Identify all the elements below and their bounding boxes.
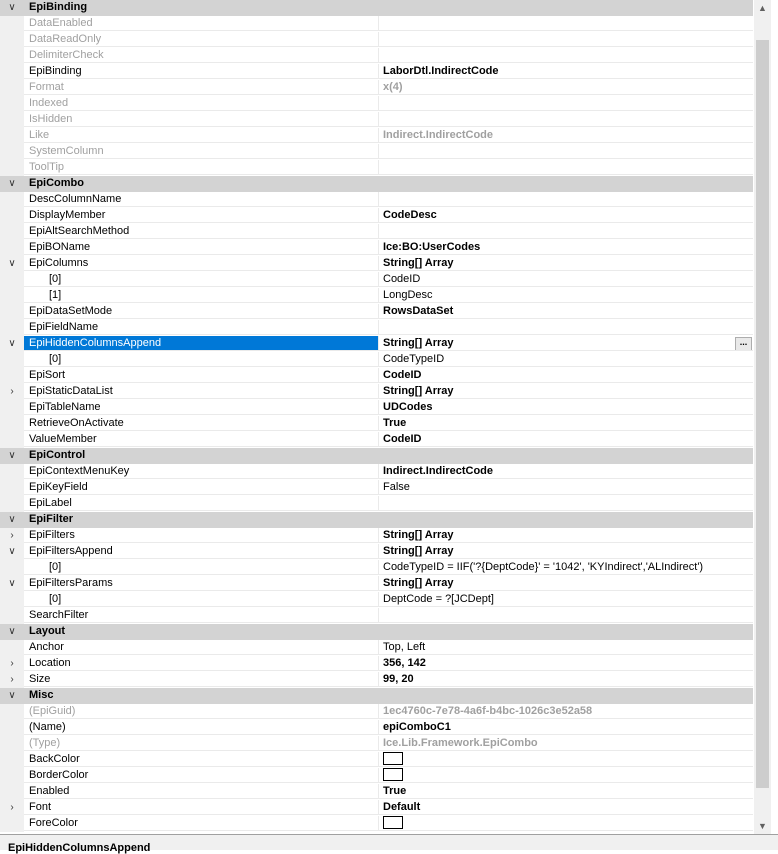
property-value[interactable]: 99, 20 [378, 672, 753, 687]
property-value[interactable]: Top, Left [378, 640, 753, 655]
chevron-right-icon[interactable]: › [10, 674, 14, 685]
chevron-right-icon[interactable]: › [10, 530, 14, 541]
property-value-text: String[] Array [383, 337, 454, 349]
property-row-name[interactable] [0, 720, 753, 736]
property-name: EpiBinding [24, 64, 378, 79]
scroll-down-arrow-icon[interactable]: ▼ [758, 821, 767, 831]
property-name: EpiBOName [24, 240, 378, 255]
chevron-down-icon[interactable]: ∨ [8, 2, 16, 13]
property-value[interactable]: True [378, 784, 753, 799]
property-name: BorderColor [24, 768, 378, 783]
property-value[interactable]: Indirect.IndirectCode [378, 128, 753, 143]
chevron-down-icon[interactable]: ∨ [8, 546, 16, 557]
property-name: EpiDataSetMode [24, 304, 378, 319]
property-row-epi-static-data-list[interactable] [0, 384, 753, 400]
scroll-up-arrow-icon[interactable]: ▲ [758, 3, 767, 13]
property-value[interactable]: epiComboC1 [378, 720, 753, 735]
property-row-system-column[interactable] [0, 144, 753, 160]
property-name: EpiFiltersAppend [24, 544, 378, 559]
property-value[interactable]: CodeID [378, 368, 753, 383]
property-value[interactable]: Ice.Lib.Framework.EpiCombo [378, 736, 753, 751]
category-label: Misc [24, 688, 753, 703]
property-value[interactable]: x(4) [378, 80, 753, 95]
property-value[interactable]: DeptCode = ?[JCDept] [378, 592, 753, 607]
property-row-epi-key-field[interactable] [0, 480, 753, 496]
property-row-epi-guid[interactable] [0, 704, 753, 720]
property-value[interactable] [378, 816, 753, 831]
property-name: Enabled [24, 784, 378, 799]
property-value[interactable]: CodeTypeID [378, 352, 753, 367]
property-row-epi-label[interactable] [0, 496, 753, 512]
property-name: DisplayMember [24, 208, 378, 223]
property-name: Anchor [24, 640, 378, 655]
color-swatch [383, 768, 403, 781]
description-title: EpiHiddenColumnsAppend [8, 842, 151, 854]
category-epifilter[interactable] [0, 512, 753, 528]
property-value[interactable]: String[] Array [378, 256, 753, 271]
property-value[interactable]: LaborDtl.IndirectCode [378, 64, 753, 79]
property-name: EpiKeyField [24, 480, 378, 495]
property-row-data-enabled[interactable] [0, 16, 753, 32]
ellipsis-button[interactable]: ... [735, 337, 752, 351]
property-row-retrieve-on-activate[interactable] [0, 416, 753, 432]
property-value[interactable] [378, 112, 753, 127]
property-name: DataEnabled [24, 16, 378, 31]
property-value[interactable] [378, 224, 753, 239]
property-value[interactable]: Indirect.IndirectCode [378, 464, 753, 479]
property-value[interactable] [378, 16, 753, 31]
property-value[interactable]: True [378, 416, 753, 431]
chevron-down-icon[interactable]: ∨ [8, 450, 16, 461]
property-name: EpiFilters [24, 528, 378, 543]
property-row-format[interactable] [0, 80, 753, 96]
property-value[interactable] [378, 608, 753, 623]
category-layout[interactable] [0, 624, 753, 640]
property-row-fore-color[interactable] [0, 816, 753, 832]
property-row-epi-columns[interactable] [0, 256, 753, 272]
property-name: IsHidden [24, 112, 378, 127]
property-row-back-color[interactable] [0, 752, 753, 768]
color-swatch [383, 752, 403, 765]
property-value[interactable]: 1ec4760c-7e78-4a6f-b4bc-1026c3e52a58 [378, 704, 753, 719]
property-value[interactable] [378, 32, 753, 47]
category-label: Layout [24, 624, 753, 639]
property-row-type[interactable] [0, 736, 753, 752]
chevron-right-icon[interactable]: › [10, 386, 14, 397]
chevron-right-icon[interactable]: › [10, 802, 14, 813]
category-label: EpiFilter [24, 512, 753, 527]
property-name: BackColor [24, 752, 378, 767]
property-row-indexed[interactable] [0, 96, 753, 112]
property-name: Location [24, 656, 378, 671]
property-row-epi-alt-search-method[interactable] [0, 224, 753, 240]
property-name: EpiStaticDataList [24, 384, 378, 399]
property-value[interactable]: String[] Array [378, 384, 753, 399]
property-row-data-read-only[interactable] [0, 32, 753, 48]
property-value[interactable]: UDCodes [378, 400, 753, 415]
property-name: ValueMember [24, 432, 378, 447]
property-value[interactable]: False [378, 480, 753, 495]
category-label: EpiCombo [24, 176, 753, 191]
property-row-size[interactable] [0, 672, 753, 688]
property-name: EpiSort [24, 368, 378, 383]
property-row-epi-table-name[interactable] [0, 400, 753, 416]
property-name: (EpiGuid) [24, 704, 378, 719]
property-row-epi-filters-append-0[interactable] [0, 560, 753, 576]
property-name: DescColumnName [24, 192, 378, 207]
property-name: ForeColor [24, 816, 378, 831]
property-value[interactable]: String[] Array [378, 544, 753, 559]
category-epicontrol[interactable] [0, 448, 753, 464]
property-row-search-filter[interactable] [0, 608, 753, 624]
property-name: DataReadOnly [24, 32, 378, 47]
property-row-epi-filters-params-0[interactable] [0, 592, 753, 608]
property-row-border-color[interactable] [0, 768, 753, 784]
property-row-anchor[interactable] [0, 640, 753, 656]
property-value[interactable]: CodeID [378, 432, 753, 447]
property-name: Indexed [24, 96, 378, 111]
chevron-down-icon[interactable]: ∨ [8, 178, 16, 189]
property-name: [1] [24, 288, 378, 303]
property-value[interactable] [378, 752, 753, 767]
property-row-epi-bo-name[interactable] [0, 240, 753, 256]
property-row-epi-binding[interactable] [0, 64, 753, 80]
property-value[interactable]: Ice:BO:UserCodes [378, 240, 753, 255]
chevron-down-icon[interactable]: ∨ [8, 258, 16, 269]
property-value[interactable]: String[] Array [378, 528, 753, 543]
property-name: SystemColumn [24, 144, 378, 159]
property-row-epi-field-name[interactable] [0, 320, 753, 336]
property-row-enabled[interactable] [0, 784, 753, 800]
chevron-down-icon[interactable]: ∨ [8, 626, 16, 637]
property-row-value-member[interactable] [0, 432, 753, 448]
property-row-epi-sort[interactable] [0, 368, 753, 384]
property-name: EpiHiddenColumnsAppend [24, 336, 378, 351]
category-label: EpiControl [24, 448, 753, 463]
property-name: (Name) [24, 720, 378, 735]
chevron-right-icon[interactable]: › [10, 658, 14, 669]
category-epibinding[interactable] [0, 0, 753, 16]
property-name: EpiContextMenuKey [24, 464, 378, 479]
property-row-font[interactable] [0, 800, 753, 816]
property-name: [0] [24, 352, 378, 367]
property-row-epi-columns-0[interactable] [0, 272, 753, 288]
property-row-location[interactable] [0, 656, 753, 672]
category-epicombo[interactable] [0, 176, 753, 192]
property-value[interactable] [378, 768, 753, 783]
description-panel [0, 834, 778, 854]
property-name: [0] [24, 560, 378, 575]
property-value[interactable] [378, 336, 753, 351]
property-row-epi-context-menu-key[interactable] [0, 464, 753, 480]
vertical-scrollbar[interactable] [754, 0, 771, 834]
property-name: [0] [24, 592, 378, 607]
property-row-desc-column-name[interactable] [0, 192, 753, 208]
property-name: Format [24, 80, 378, 95]
property-value[interactable] [378, 48, 753, 63]
property-row-epi-filters-append[interactable] [0, 544, 753, 560]
property-name: RetrieveOnActivate [24, 416, 378, 431]
property-row-epi-filters-params[interactable] [0, 576, 753, 592]
chevron-down-icon[interactable]: ∨ [8, 514, 16, 525]
category-label: EpiBinding [24, 0, 753, 15]
property-name: EpiFieldName [24, 320, 378, 335]
category-misc[interactable] [0, 688, 753, 704]
property-value[interactable]: CodeDesc [378, 208, 753, 223]
property-row-epi-columns-1[interactable] [0, 288, 753, 304]
property-name: Size [24, 672, 378, 687]
property-value[interactable]: Default [378, 800, 753, 815]
property-row-epi-data-set-mode[interactable] [0, 304, 753, 320]
property-row-is-hidden[interactable] [0, 112, 753, 128]
property-value[interactable]: CodeTypeID = IIF('?{DeptCode}' = '1042', 'KYIndirect','ALIndirect') [378, 560, 753, 575]
property-row-epi-hidden-columns-append[interactable] [0, 336, 753, 352]
property-name: EpiFiltersParams [24, 576, 378, 591]
property-value[interactable]: RowsDataSet [378, 304, 753, 319]
chevron-down-icon[interactable]: ∨ [8, 690, 16, 701]
property-value[interactable] [378, 192, 753, 207]
property-name: (Type) [24, 736, 378, 751]
property-row-delimiter-check[interactable] [0, 48, 753, 64]
property-value[interactable] [378, 144, 753, 159]
property-row-epi-filters[interactable] [0, 528, 753, 544]
property-value[interactable]: String[] Array [378, 576, 753, 591]
property-name: [0] [24, 272, 378, 287]
property-value[interactable] [378, 96, 753, 111]
property-name: ToolTip [24, 160, 378, 175]
scrollbar-thumb[interactable] [756, 40, 769, 788]
property-value[interactable] [378, 160, 753, 175]
chevron-down-icon[interactable]: ∨ [8, 578, 16, 589]
property-name: Font [24, 800, 378, 815]
property-row-like[interactable] [0, 128, 753, 144]
property-name: EpiAltSearchMethod [24, 224, 378, 239]
property-row-epi-hidden-columns-append-0[interactable] [0, 352, 753, 368]
property-value[interactable] [378, 320, 753, 335]
property-value[interactable]: CodeID [378, 272, 753, 287]
color-swatch [383, 816, 403, 829]
property-name: EpiColumns [24, 256, 378, 271]
property-value[interactable]: LongDesc [378, 288, 753, 303]
property-value[interactable] [378, 496, 753, 511]
property-name: EpiLabel [24, 496, 378, 511]
property-name: EpiTableName [24, 400, 378, 415]
property-row-display-member[interactable] [0, 208, 753, 224]
property-value[interactable]: 356, 142 [378, 656, 753, 671]
property-row-tool-tip[interactable] [0, 160, 753, 176]
property-name: DelimiterCheck [24, 48, 378, 63]
property-name: Like [24, 128, 378, 143]
property-name: SearchFilter [24, 608, 378, 623]
chevron-down-icon[interactable]: ∨ [8, 338, 16, 349]
